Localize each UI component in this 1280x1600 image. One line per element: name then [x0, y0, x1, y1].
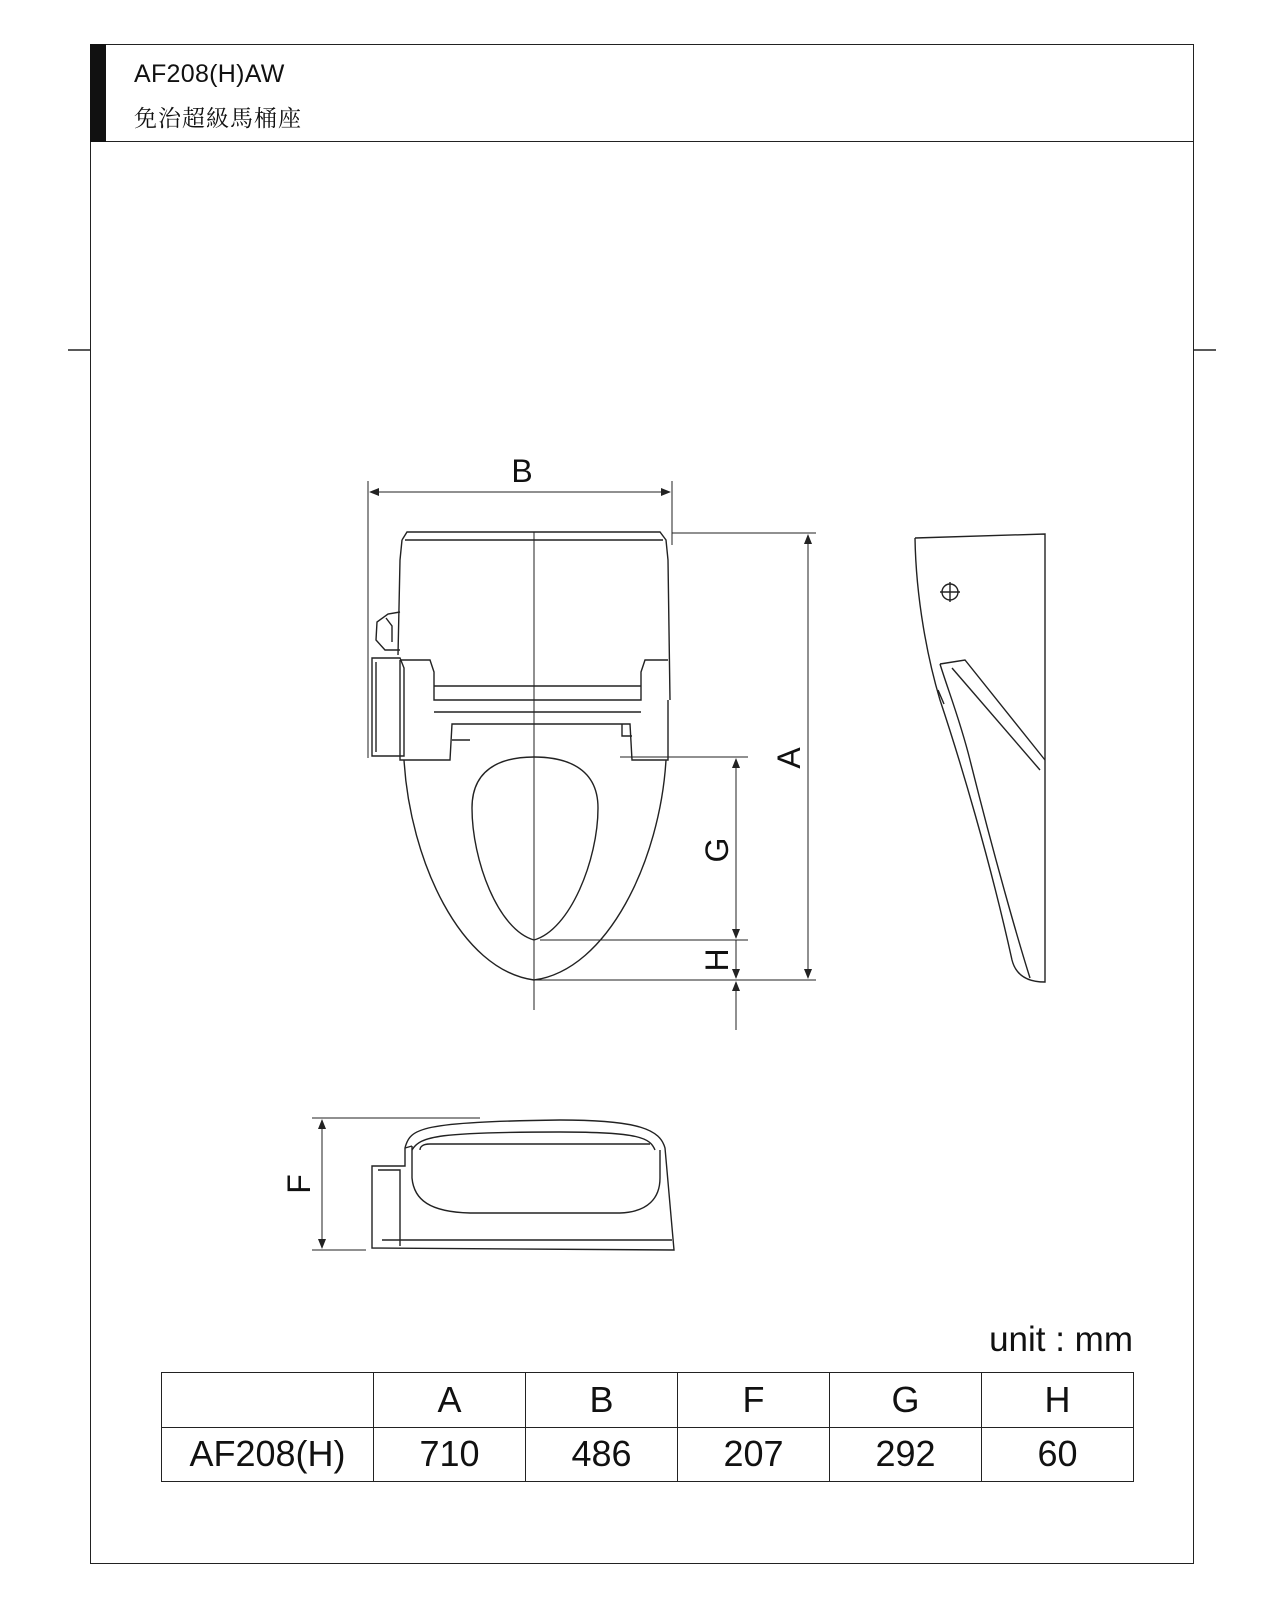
- spec-table-header-row: [162, 1373, 1134, 1428]
- spec-table-model-cell: AF208(H): [162, 1427, 374, 1482]
- spec-table-corner-cell: [162, 1373, 374, 1428]
- model-code: AF208(H)AW: [134, 60, 285, 88]
- spec-table-value-a: 710: [374, 1427, 526, 1482]
- product-name: 免治超級馬桶座: [134, 106, 302, 132]
- spec-table-header-a: A: [374, 1373, 526, 1428]
- spec-table-value-f: 207: [678, 1427, 830, 1482]
- top-view: [368, 481, 816, 1030]
- spec-table-header-f: F: [678, 1373, 830, 1428]
- spec-table-header-g: G: [830, 1373, 982, 1428]
- spec-table-header-b: B: [526, 1373, 678, 1428]
- spec-table: [161, 1372, 1134, 1482]
- spec-table-value-h: 60: [982, 1427, 1134, 1482]
- side-view: [915, 534, 1045, 982]
- spec-table-row: [162, 1427, 1134, 1482]
- dim-label-h: H: [699, 948, 735, 972]
- spec-table-value-g: 292: [830, 1427, 982, 1482]
- dim-label-a: A: [771, 747, 807, 769]
- front-view: [312, 1118, 674, 1250]
- spec-table-value-b: 486: [526, 1427, 678, 1482]
- unit-note: unit : mm: [989, 1320, 1133, 1359]
- dim-label-f: F: [281, 1174, 317, 1194]
- dim-label-g: G: [699, 837, 735, 863]
- dim-label-b: B: [511, 453, 533, 489]
- spec-table-header-h: H: [982, 1373, 1134, 1428]
